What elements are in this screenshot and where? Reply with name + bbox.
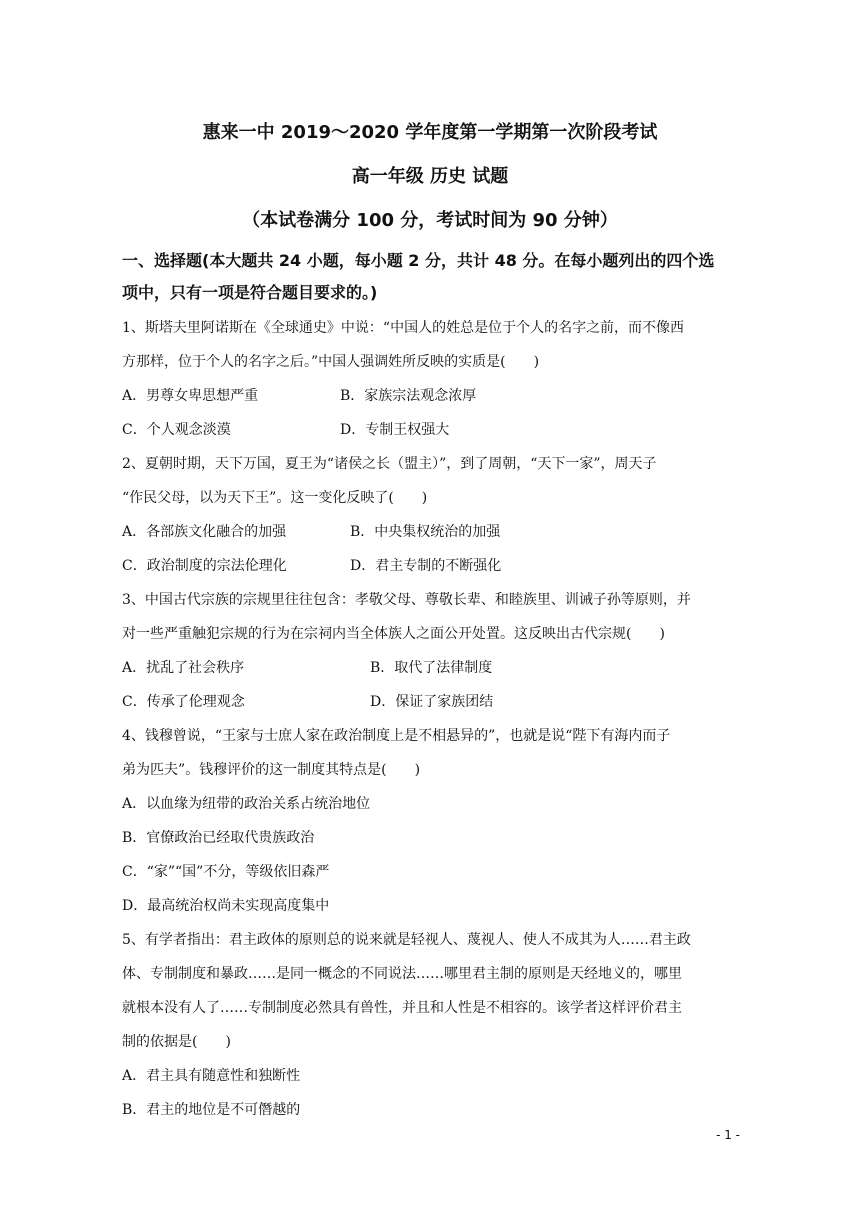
- q1-line-2: 方那样，位于个人的名字之后。”中国人强调姓所反映的实质是( ): [122, 354, 540, 370]
- q3-option-a: A．扰乱了社会秩序: [122, 660, 245, 676]
- exam-note: （本试卷满分 100 分，考试时间为 90 分钟）: [242, 210, 618, 231]
- q1-line-1: 1、斯塔夫里阿诺斯在《全球通史》中说：“中国人的姓总是位于个人的名字之前，而不像西: [122, 320, 685, 336]
- q4-option-a: A．以血缘为纽带的政治关系占统治地位: [122, 796, 371, 812]
- q2-option-b: B．中央集权统治的加强: [350, 524, 501, 540]
- q5-option-b: B．君主的地位是不可僭越的: [122, 1102, 301, 1118]
- section-heading-line-1: 一、选择题(本大题共 24 小题，每小题 2 分，共计 48 分。在每小题列出的四个选: [122, 251, 715, 270]
- q2-option-d: D．君主专制的不断强化: [350, 558, 502, 574]
- q3-option-d: D．保证了家族团结: [370, 694, 494, 710]
- q5-line-4: 制的依据是( ): [122, 1034, 231, 1050]
- q5-line-2: 体、专制制度和暴政……是同一概念的不同说法……哪里君主制的原则是天经地义的，哪里: [122, 966, 682, 982]
- q2-line-1: 2、夏朝时期，天下万国，夏王为“诸侯之长（盟主）”，到了周朝，“天下一家”，周天子: [122, 456, 657, 472]
- q5-option-a: A．君主具有随意性和独断性: [122, 1068, 301, 1084]
- q1-option-d: D．专制王权强大: [340, 422, 450, 438]
- q4-option-c: C．“家”“国”不分，等级依旧森严: [122, 864, 330, 880]
- exam-subtitle: 高一年级 历史 试题: [351, 166, 509, 187]
- q1-option-c: C．个人观念淡漠: [122, 422, 231, 438]
- section-heading-line-2: 项中，只有一项是符合题目要求的。): [122, 283, 378, 302]
- q3-option-c: C．传承了伦理观念: [122, 694, 245, 710]
- q2-option-c: C．政治制度的宗法伦理化: [122, 558, 287, 574]
- q3-option-b: B．取代了法律制度: [370, 660, 493, 676]
- q3-line-2: 对一些严重触犯宗规的行为在宗祠内当全体族人之面公开处置。这反映出古代宗规( ): [122, 626, 665, 642]
- q5-line-1: 5、有学者指出：君主政体的原则总的说来就是轻视人、蔑视人、使人不成其为人……君主政: [122, 932, 691, 948]
- q4-option-d: D．最高统治权尚未实现高度集中: [122, 898, 330, 914]
- q4-line-1: 4、钱穆曾说，“王家与士庶人家在政治制度上是不相悬异的”，也就是说“陛下有海内而子: [122, 728, 671, 744]
- q4-line-2: 弟为匹夫”。钱穆评价的这一制度其特点是( ): [122, 762, 421, 778]
- q2-line-2: “作民父母，以为天下王”。这一变化反映了( ): [122, 490, 428, 506]
- q3-line-1: 3、中国古代宗族的宗规里往往包含：孝敬父母、尊敬长辈、和睦族里、训诫子孙等原则，并: [122, 592, 691, 608]
- q1-option-a: A．男尊女卑思想严重: [122, 388, 259, 404]
- page-number: - 1 -: [716, 1128, 740, 1142]
- q5-line-3: 就根本没有人了……专制制度必然具有兽性，并且和人性是不相容的。该学者这样评价君主: [122, 1000, 682, 1016]
- exam-title: 惠来一中 2019～2020 学年度第一学期第一次阶段考试: [202, 122, 658, 143]
- q1-option-b: B．家族宗法观念浓厚: [340, 388, 477, 404]
- q2-option-a: A．各部族文化融合的加强: [122, 524, 287, 540]
- q4-option-b: B．官僚政治已经取代贵族政治: [122, 830, 315, 846]
